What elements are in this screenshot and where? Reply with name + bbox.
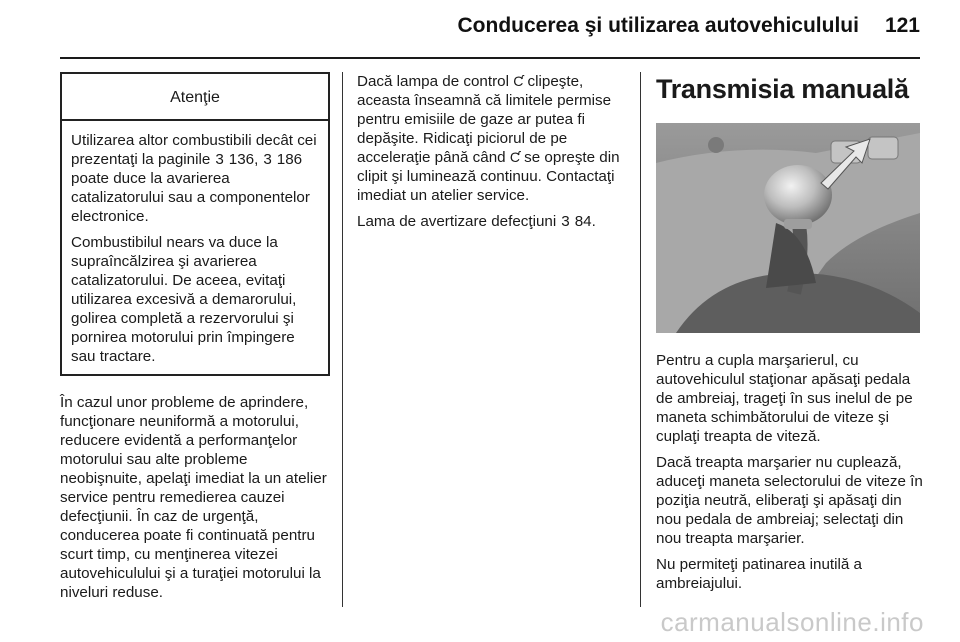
text-run: 84. (570, 213, 596, 230)
text-run: Utilizarea altor combustibili decât cei prezentaţi la paginile (71, 132, 317, 168)
text-run: Lama de avertizare defecţiuni (357, 213, 561, 230)
text-run: 136, (224, 151, 263, 168)
column-divider (342, 72, 343, 607)
body-paragraph: Dacă treapta marşarier nu cuplează, aduceţi maneta selectorului de viteze în poziţia neutră, eliberaţi şi apăsaţi din nou pedala de ambreiaj; selectaţi din nou treapta marşarier. (656, 454, 923, 547)
text-run: clipeşte, aceasta înseamnă că limitele permise pentru emisiile de gaze ar putea fi depăşite. Ridicaţi piciorul de pe acceleraţie până când (357, 73, 612, 166)
page-header (458, 14, 920, 38)
warning-box (60, 72, 330, 376)
watermark: carmanualsonline.info (660, 607, 924, 637)
page-reference-arrow-icon[interactable]: 3 (263, 151, 272, 168)
page-reference-arrow-icon[interactable]: 3 (215, 151, 224, 168)
body-paragraph: Pentru a cupla marşarierul, cu autovehiculul staţionar apăsaţi pedala de ambreiaj, trageţi în sus inelul de pe maneta schimbătorului de viteze şi cuplaţi treapta de viteză. (656, 352, 913, 445)
chapter-title: Conducerea şi utilizarea autovehiculului (457, 14, 859, 37)
header-rule (60, 57, 920, 59)
column-2 (357, 72, 627, 238)
gear-lever-illustration (656, 123, 920, 333)
column-divider (640, 72, 641, 607)
engine-lamp-icon: Ƈ (509, 149, 520, 165)
text-run: Dacă lampa de control (357, 73, 514, 90)
page-reference-arrow-icon[interactable]: 3 (561, 213, 570, 230)
page-number: 121 (884, 14, 920, 37)
body-paragraph (357, 212, 627, 231)
gear-lever-photo (656, 123, 920, 333)
warning-paragraph: Combustibilul nears va duce la supraîncălzirea şi avarierea catalizatorului. De aceea, evitaţi utilizarea excesivă a demarorului, golirea completă a rezervorului şi pornirea motorului prin împingere sau tractare. (71, 234, 297, 365)
text-run: se opreşte din clipit şi luminează continuu. Contactaţi imediat un atelier service. (357, 149, 620, 204)
text-run: 186 poate duce la avarierea catalizatorului sau a componentelor electronice. (71, 151, 310, 225)
column-3 (656, 72, 926, 600)
warning-body (62, 121, 328, 374)
engine-lamp-icon: Ƈ (513, 73, 524, 89)
body-paragraph (357, 72, 627, 205)
warning-title: Atenţie (62, 74, 328, 121)
body-paragraph: În cazul unor probleme de aprindere, funcţionare neuniformă a motorului, reducere evidentă a performanţelor motorului sau alte probleme neobişnuite, apelaţi imediat la un atelier service pentru remedierea cauzei defecţiunii. În caz de urgenţă, conducerea poate fi continuată pentru scurt timp, cu menţinerea vitezei autovehiculului şi a turaţiei motorului la niveluri reduse. (60, 394, 327, 601)
body-paragraph: Nu permiteţi patinarea inutilă a ambreiajului. (656, 556, 862, 592)
column-1 (60, 72, 330, 609)
section-title: Transmisia manuală (656, 74, 909, 104)
warning-paragraph (71, 131, 319, 226)
